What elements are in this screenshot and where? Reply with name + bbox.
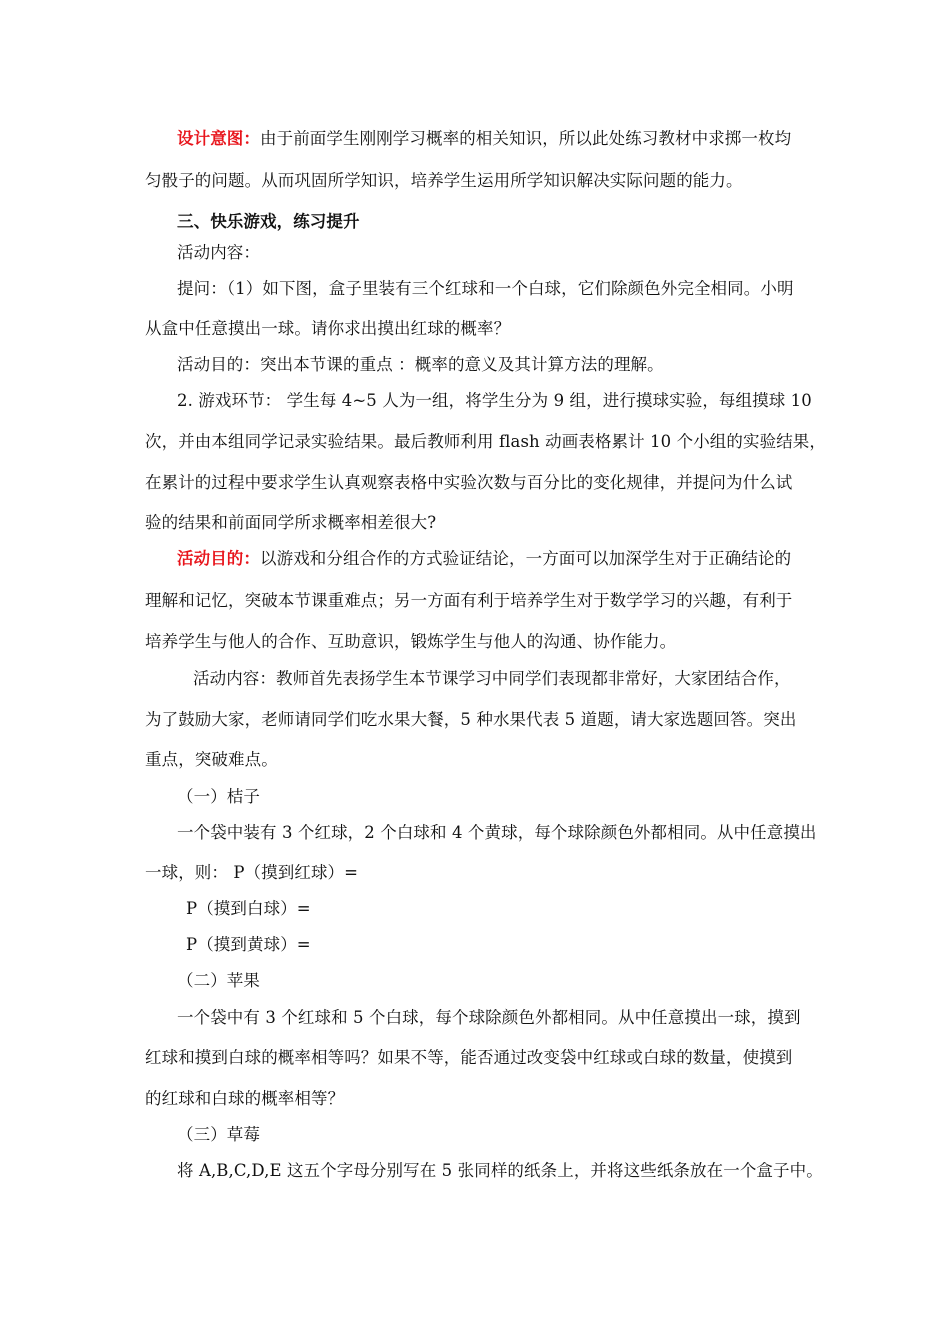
- question-heading: （三）草莓: [177, 1125, 260, 1144]
- text-line: 2. 游戏环节： 学生每 4~5 人为一组，将学生分为 9 组，进行摸球实验，每组摸球 10: [177, 391, 812, 410]
- section-heading: 三、快乐游戏，练习提升: [177, 212, 360, 231]
- text-line: 一球，则： P（摸到红球）=: [145, 863, 359, 882]
- text-line: 一个袋中装有 3 个红球，2 个白球和 4 个黄球，每个球除颜色外都相同。从中任意摸出: [177, 823, 817, 842]
- text-line: 匀骰子的问题。从而巩固所学知识，培养学生运用所学知识解决实际问题的能力。: [145, 171, 743, 190]
- activity-purpose-paragraph-line: [177, 548, 791, 570]
- text-line: 在累计的过程中要求学生认真观察表格中实验次数与百分比的变化规律，并提问为什么试: [145, 473, 793, 492]
- text-line: 培养学生与他人的合作、互助意识，锻炼学生与他人的沟通、协作能力。: [145, 632, 677, 651]
- text-line: P（摸到白球）=: [186, 899, 311, 918]
- text-line: 将 A,B,C,D,E 这五个字母分别写在 5 张同样的纸条上，并将这些纸条放在一个盒子中。: [177, 1161, 823, 1180]
- design-intent-paragraph-line: [177, 128, 791, 150]
- question-heading: （一）桔子: [177, 787, 260, 806]
- text-line: 验的结果和前面同学所求概率相差很大?: [145, 513, 437, 532]
- text-line: 从盒中任意摸出一球。请你求出摸出红球的概率？: [145, 319, 511, 338]
- text-line: 次，并由本组同学记录实验结果。最后教师利用 flash 动画表格累计 10 个小组的实验结果，: [145, 432, 826, 451]
- design-intent-label: 设计意图：: [177, 129, 260, 148]
- question-heading: （二）苹果: [177, 971, 260, 990]
- text-line: 的红球和白球的概率相等？: [145, 1089, 345, 1108]
- text-line: 一个袋中有 3 个红球和 5 个白球，每个球除颜色外都相同。从中任意摸出一球，摸到: [177, 1008, 801, 1027]
- text-line: 活动目的：突出本节课的重点 ：概率的意义及其计算方法的理解。: [177, 355, 664, 374]
- activity-purpose-label: 活动目的：: [177, 549, 260, 568]
- text-line: 理解和记忆，突破本节课重难点；另一方面有利于培养学生对于数学学习的兴趣，有利于: [145, 591, 793, 610]
- text-line: 红球和摸到白球的概率相等吗？如果不等，能否通过改变袋中红球或白球的数量，使摸到: [145, 1048, 793, 1067]
- text-line: 活动内容：: [177, 243, 260, 262]
- text-line: 为了鼓励大家，老师请同学们吃水果大餐，5 种水果代表 5 道题，请大家选题回答。突出: [145, 710, 797, 729]
- text-line: 提问：（1）如下图，盒子里装有三个红球和一个白球，它们除颜色外完全相同。小明: [177, 279, 794, 298]
- text-run: 以游戏和分组合作的方式验证结论，一方面可以加深学生对于正确结论的: [260, 549, 792, 568]
- text-line: 活动内容：教师首先表扬学生本节课学习中同学们表现都非常好，大家团结合作，: [193, 669, 791, 688]
- text-line: 重点，突破难点。: [145, 750, 278, 769]
- text-run: 由于前面学生刚刚学习概率的相关知识，所以此处练习教材中求掷一枚均: [260, 129, 792, 148]
- text-line: P（摸到黄球）=: [186, 935, 311, 954]
